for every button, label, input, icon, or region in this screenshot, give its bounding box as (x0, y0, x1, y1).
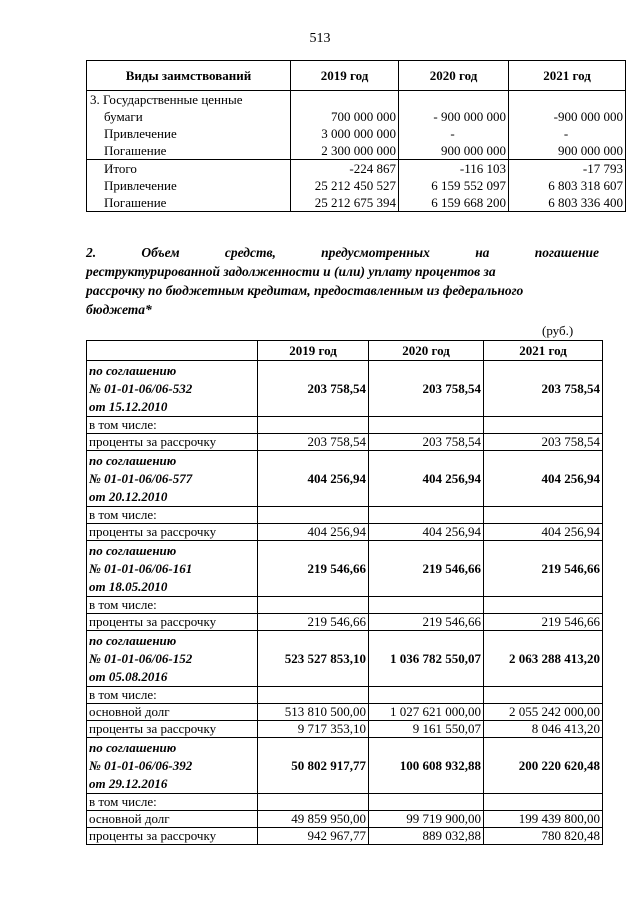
agreement-label-line: по соглашению (89, 453, 177, 468)
securities-2021-net: -900 000 000 (553, 109, 623, 124)
agreement-label-line: от 29.12.2016 (89, 776, 168, 791)
value-2020 (369, 687, 484, 704)
value-2021 (484, 507, 603, 524)
agreement-label (87, 451, 258, 507)
value-2021: 203 758,54 (484, 434, 603, 451)
agreement-label-line: № 01-01-06/06-161 (89, 561, 193, 576)
borrowings-header-row (87, 61, 626, 91)
header-2021: 2021 год (484, 341, 603, 361)
agreement-label-line: от 15.12.2010 (89, 399, 168, 414)
table-row (87, 828, 603, 845)
value-2019: 9 717 353,10 (258, 721, 369, 738)
value-2019 (258, 507, 369, 524)
total-2020-cell (399, 160, 509, 212)
securities-2019-raise: 3 000 000 000 (321, 126, 396, 141)
securities-2020-raise: - (450, 126, 455, 141)
value-2020: 404 256,94 (369, 451, 484, 507)
value-2019: 50 802 917,77 (258, 738, 369, 794)
row-label: проценты за рассрочку (87, 524, 258, 541)
heading-word: средств, (224, 245, 276, 260)
agreement-label-line: № 01-01-06/06-152 (89, 651, 193, 666)
row-label: в том числе: (87, 597, 258, 614)
agreement-label-line: по соглашению (89, 543, 177, 558)
row-label: в том числе: (87, 687, 258, 704)
total-2019-raise: 25 212 450 527 (314, 178, 396, 193)
value-2019: 219 546,66 (258, 614, 369, 631)
heading-word: предусмотренных (321, 245, 430, 260)
table-row (87, 721, 603, 738)
table-row (87, 524, 603, 541)
securities-2019-cell (291, 91, 399, 160)
total-2019-repay: 25 212 675 394 (314, 195, 396, 210)
header-2020: 2020 год (399, 61, 509, 91)
table-row (87, 417, 603, 434)
value-2020: 1 027 621 000,00 (369, 704, 484, 721)
total-label: Итого (104, 161, 137, 176)
value-2021: 8 046 413,20 (484, 721, 603, 738)
row-label: в том числе: (87, 794, 258, 811)
value-2020: 203 758,54 (369, 361, 484, 417)
value-2019: 513 810 500,00 (258, 704, 369, 721)
value-2020: 100 608 932,88 (369, 738, 484, 794)
value-2019 (258, 597, 369, 614)
value-2019: 219 546,66 (258, 541, 369, 597)
repayment-table (86, 340, 603, 845)
securities-2020-cell (399, 91, 509, 160)
table-row (87, 507, 603, 524)
value-2019: 203 758,54 (258, 361, 369, 417)
total-label-cell (87, 160, 291, 212)
value-2020 (369, 794, 484, 811)
value-2021: 2 063 288 413,20 (484, 631, 603, 687)
total-row (87, 160, 626, 212)
value-2021: 219 546,66 (484, 614, 603, 631)
value-2021 (484, 794, 603, 811)
header-2021: 2021 год (509, 61, 626, 91)
agreement-row (87, 631, 603, 687)
header-empty (87, 341, 258, 361)
header-borrowing-type: Виды заимствований (87, 61, 291, 91)
repayment-header-row (87, 341, 603, 361)
heading-word: на (475, 245, 490, 260)
heading-word: 2. (86, 245, 97, 260)
value-2020 (369, 507, 484, 524)
row-label: проценты за рассрочку (87, 434, 258, 451)
securities-2020-net: - 900 000 000 (433, 109, 506, 124)
securities-2021-raise: - (563, 126, 569, 141)
agreement-label-line: от 05.08.2016 (89, 669, 168, 684)
row-label: в том числе: (87, 507, 258, 524)
value-2021: 219 546,66 (484, 541, 603, 597)
section-heading (86, 243, 599, 319)
unit-label: (руб.) (542, 323, 574, 338)
heading-line-3: рассрочку по бюджетным кредитам, предоставленным из федерального (86, 283, 524, 298)
securities-2021-cell (509, 91, 626, 160)
row-label: проценты за рассрочку (87, 614, 258, 631)
value-2021: 780 820,48 (484, 828, 603, 845)
table-row (87, 811, 603, 828)
total-2020-raise: 6 159 552 097 (431, 178, 506, 193)
value-2019: 404 256,94 (258, 524, 369, 541)
value-2020: 219 546,66 (369, 614, 484, 631)
value-2019: 49 859 950,00 (258, 811, 369, 828)
value-2020 (369, 597, 484, 614)
value-2020: 889 032,88 (369, 828, 484, 845)
table-row (87, 614, 603, 631)
agreement-row (87, 541, 603, 597)
table-row (87, 687, 603, 704)
value-2019: 203 758,54 (258, 434, 369, 451)
agreement-label-line: по соглашению (89, 740, 177, 755)
value-2020: 99 719 900,00 (369, 811, 484, 828)
heading-line-2: реструктурированной задолженности и (или) уплату процентов за (86, 264, 496, 279)
total-repay-label: Погашение (104, 195, 167, 210)
heading-word: Объем (141, 245, 180, 260)
agreement-row (87, 361, 603, 417)
total-raise-label: Привлечение (104, 178, 177, 193)
table-row (87, 794, 603, 811)
table-row (87, 597, 603, 614)
agreement-label-line: по соглашению (89, 363, 177, 378)
row-label: в том числе: (87, 417, 258, 434)
value-2019: 404 256,94 (258, 451, 369, 507)
value-2021: 2 055 242 000,00 (484, 704, 603, 721)
value-2021 (484, 417, 603, 434)
row-label: основной долг (87, 811, 258, 828)
securities-label-cell (87, 91, 291, 160)
securities-label: 3. Государственные ценные (90, 92, 243, 107)
securities-row (87, 91, 626, 160)
heading-word: погашение (534, 245, 599, 260)
securities-raise-label: Привлечение (104, 126, 177, 141)
securities-2020-repay: 900 000 000 (441, 143, 506, 158)
total-2021-cell (509, 160, 626, 212)
value-2019: 523 527 853,10 (258, 631, 369, 687)
agreement-row (87, 451, 603, 507)
row-label: основной долг (87, 704, 258, 721)
row-label: проценты за рассрочку (87, 721, 258, 738)
total-2021-raise: 6 803 318 607 (548, 178, 623, 193)
row-label: проценты за рассрочку (87, 828, 258, 845)
table-row (87, 704, 603, 721)
value-2019 (258, 417, 369, 434)
total-2020-net: -116 103 (459, 161, 506, 176)
agreement-label (87, 541, 258, 597)
agreement-label (87, 738, 258, 794)
securities-2019-net: 700 000 000 (331, 109, 396, 124)
borrowings-table (86, 60, 626, 212)
total-2021-repay: 6 803 336 400 (548, 195, 623, 210)
value-2021: 404 256,94 (484, 451, 603, 507)
heading-line-4: бюджета* (86, 302, 152, 317)
agreement-label-line: от 18.05.2010 (89, 579, 168, 594)
header-2020: 2020 год (369, 341, 484, 361)
header-2019: 2019 год (258, 341, 369, 361)
value-2019: 942 967,77 (258, 828, 369, 845)
value-2020: 9 161 550,07 (369, 721, 484, 738)
agreement-label-line: по соглашению (89, 633, 177, 648)
value-2019 (258, 687, 369, 704)
agreement-label-line: № 01-01-06/06-392 (89, 758, 193, 773)
value-2021 (484, 687, 603, 704)
agreement-label-line: № 01-01-06/06-577 (89, 471, 193, 486)
heading-line-1 (86, 243, 599, 262)
value-2021: 404 256,94 (484, 524, 603, 541)
agreement-label (87, 631, 258, 687)
securities-2021-repay: 900 000 000 (558, 143, 623, 158)
securities-2019-repay: 2 300 000 000 (321, 143, 396, 158)
value-2021: 203 758,54 (484, 361, 603, 417)
value-2020: 219 546,66 (369, 541, 484, 597)
header-2019: 2019 год (291, 61, 399, 91)
value-2021: 200 220 620,48 (484, 738, 603, 794)
table-row (87, 434, 603, 451)
agreement-label-line: № 01-01-06/06-532 (89, 381, 193, 396)
agreement-row (87, 738, 603, 794)
value-2021: 199 439 800,00 (484, 811, 603, 828)
securities-repay-label: Погашение (104, 143, 167, 158)
value-2019 (258, 794, 369, 811)
securities-label-cont: бумаги (104, 109, 143, 124)
total-2020-repay: 6 159 668 200 (431, 195, 506, 210)
value-2020: 1 036 782 550,07 (369, 631, 484, 687)
agreement-label-line: от 20.12.2010 (89, 489, 168, 504)
total-2019-net: -224 867 (349, 161, 396, 176)
repayment-table-body (87, 361, 603, 845)
value-2020: 404 256,94 (369, 524, 484, 541)
agreement-label (87, 361, 258, 417)
total-2021-net: -17 793 (582, 161, 623, 176)
value-2020: 203 758,54 (369, 434, 484, 451)
value-2021 (484, 597, 603, 614)
value-2020 (369, 417, 484, 434)
total-2019-cell (291, 160, 399, 212)
page-number: 513 (309, 31, 331, 46)
